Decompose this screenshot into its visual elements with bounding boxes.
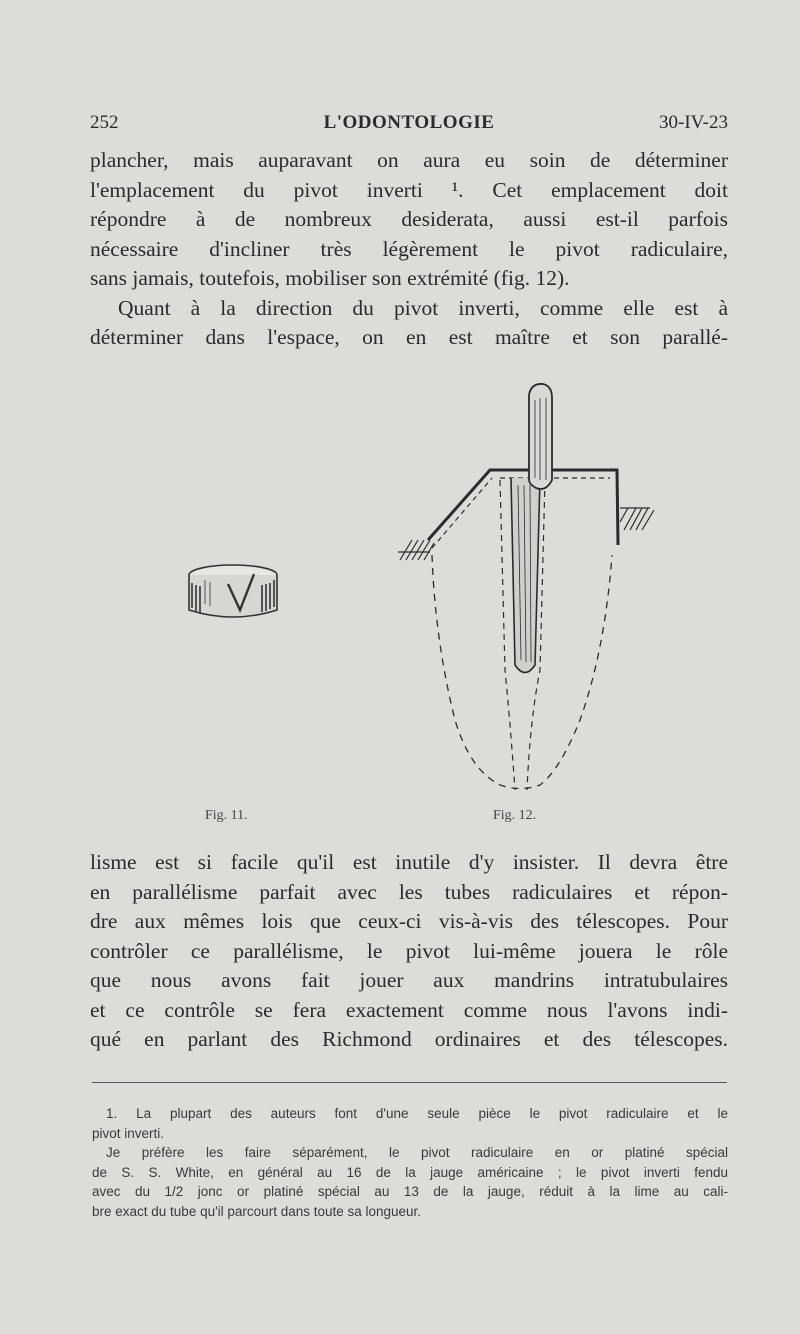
footnote-line: pivot inverti. [92,1125,165,1141]
text-line: Quant à la direction du pivot inverti, comme elle est à [118,295,728,320]
footnote-line: bre exact du tube qu'il parcourt dans toute sa longueur. [92,1203,422,1219]
figures-illustration [0,370,800,830]
text-line: l'emplacement du pivot inverti ¹. Cet emplacement doit [90,177,728,202]
running-header [90,112,728,140]
text-line: en parallélisme parfait avec les tubes radiculaires et répon- [90,879,728,904]
text-line: plancher, mais auparavant on aura eu soin de déterminer [90,148,728,172]
fig11-cap-drawing [189,565,277,617]
text-line: répondre à de nombreux desiderata, aussi est-il parfois [90,207,728,231]
figure-caption-12: Fig. 12. [493,808,537,823]
footnotes [92,1104,728,1222]
fig12-root-diagram [398,384,654,790]
text-line: nécessaire d'incliner très légèrement le pivot radiculaire, [90,236,728,261]
footnote-line: de S. S. White, en général au 16 de la jauge américaine ; le pivot inverti fendu [92,1164,728,1180]
text-line: qué en parlant des Richmond ordinaires et des télescopes. [90,1027,728,1051]
issue-date: 30-IV-23 [659,112,728,133]
text-line: que nous avons fait jouer aux mandrins intratubulaires [90,968,728,992]
text-line: contrôler ce parallélisme, le pivot lui-même jouera le rôle [90,938,728,963]
paragraph-top [90,146,728,353]
figure-caption-11: Fig. 11. [205,808,248,823]
footnote-line: avec du 1/2 jonc or platiné spécial au 13 de la jauge, réduit à la lime au cali- [92,1184,728,1200]
journal-title: L'ODONTOLOGIE [323,112,495,133]
paragraph-bottom [90,848,728,1055]
page-number: 252 [90,112,119,133]
text-line: dre aux mêmes lois que ceux-ci vis-à-vis des télescopes. Pour [90,909,728,933]
footnote-line: Je préfère les faire séparément, le pivot radiculaire en or platiné spécial [106,1145,728,1161]
footnote-line: 1. La plupart des auteurs font d'une seule pièce le pivot radiculaire et le [106,1106,728,1121]
text-line: lisme est si facile qu'il est inutile d'y insister. Il devra être [90,850,728,874]
text-line: déterminer dans l'espace, on en est maître et son parallé- [90,325,728,349]
text-line: et ce contrôle se fera exactement comme nous l'avons indi- [90,997,728,1022]
footnote-divider [92,1082,727,1083]
text-line: sans jamais, toutefois, mobiliser son extrémité (fig. 12). [90,266,570,290]
